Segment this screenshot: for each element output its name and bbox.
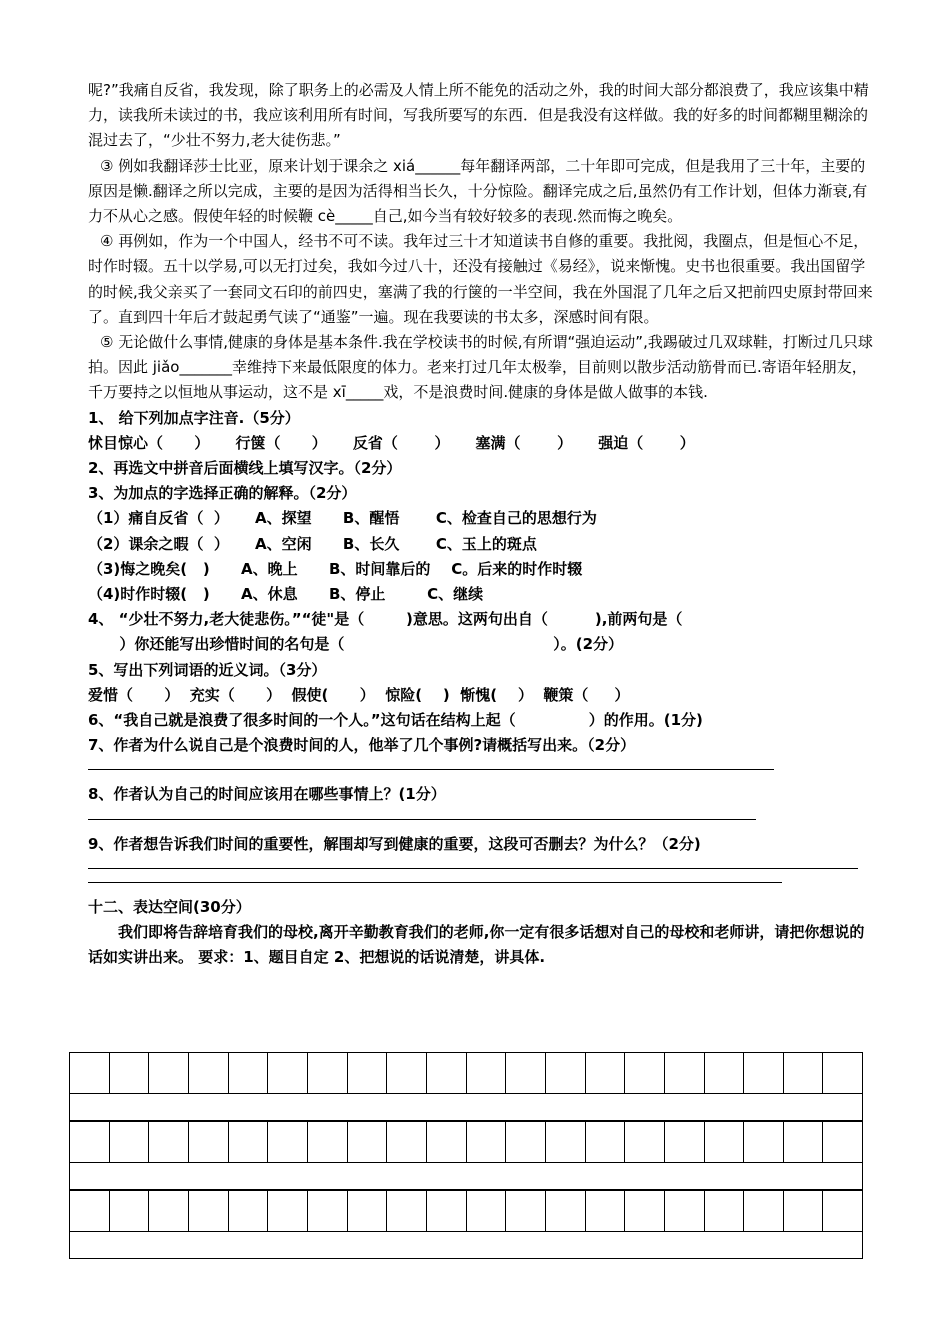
- answer-line-9a[interactable]: [88, 867, 858, 869]
- question-7: 7、作者为什么说自己是个浪费时间的人，他举了几个事例?请概括写出来。（2分）: [88, 736, 636, 755]
- answer-line-8[interactable]: [88, 818, 756, 820]
- answer-line-7[interactable]: [88, 768, 774, 770]
- question-3: 3、为加点的字选择正确的解释。（2分）: [88, 484, 357, 503]
- section-12-prompt: 我们即将告辞培育我们的母校,离开辛勤教育我们的老师,你一定有很多话想对自己的母校和老师讲，请把你想说的话如实讲出来。 要求：1、题目自定 2、把想说的话说清楚，讲具体.: [88, 923, 865, 967]
- passage-paragraph-5: ⑤ 无论做什么事情,健康的身体是基本条件.我在学校读书的时候,有所谓“强迫运动”,我踢破过几双球鞋，打断过几只球拍。因此 jiǎo_______幸维持下来最低限度的体力。老来打过几年太极拳，目前则以散步活动筋骨而已.寄语年轻朋友，千万要持之以恒地从事运动，这不是 xī_____戏，不是浪费时间.健康的身体是做人做事的本钱.: [88, 333, 873, 402]
- grid-row-3[interactable]: [69, 1190, 863, 1231]
- question-3-option-4: （4)时作时辍( ) A、休息 B、停止 C、继续: [88, 585, 484, 604]
- question-4-line-1: 4、 “少壮不努力,老大徒悲伤。”“徒"是（ )意思。这两句出自（ ),前两句是（: [88, 610, 683, 629]
- exam-page: [88, 78, 878, 971]
- answer-line-9b[interactable]: [88, 881, 782, 883]
- question-2: 2、再选文中拼音后面横线上填写汉字。（2分）: [88, 459, 402, 478]
- passage-paragraph-continued: 呢?”我痛自反省，我发现，除了职务上的必需及人情上所不能免的活动之外，我的时间大部分都浪费了，我应该集中精力，读我所未读过的书，我应该利用所有时间，写我所要写的东西．但是我没有这样做。我的好多的时间都糊里糊涂的混过去了，“少壮不努力,老大徒伤悲。”: [88, 81, 869, 150]
- question-3-option-2: （2）课余之暇（ ） A、空闲 B、长久 C、玉上的斑点: [88, 534, 537, 553]
- question-6: 6、“我自己就是浪费了很多时间的一个人。”这句话在结构上起（ ）的作用。(1分): [88, 711, 703, 730]
- section-12-title: 十二、表达空间(30分）: [88, 897, 251, 916]
- grid-row-1[interactable]: [69, 1052, 863, 1093]
- question-1-items: 怵目惊心（ ） 行箧（ ） 反省（ ） 塞满（ ） 强迫（ ）: [88, 433, 695, 452]
- question-3-option-1: （1）痛自反省（ ） A、探望 B、醒悟 C、检查自己的思想行为: [88, 509, 597, 528]
- grid-row-2[interactable]: [69, 1121, 863, 1162]
- grid-spacer-2: [69, 1162, 863, 1190]
- passage-paragraph-3: ③ 例如我翻译莎士比亚，原来计划于课余之 xiá______每年翻译两部，二十年即可完成，但是我用了三十年，主要的原因是懒.翻译之所以完成，主要的是因为活得相当长久，十分惊险。翻译完成之后,虽然仍有工作计划，但体力渐衰,有力不从心之感。假使年轻的时候鞭 cè_____自己,如今当有较好较多的表现.然而悔之晚矣。: [88, 156, 868, 226]
- question-8: 8、作者认为自己的时间应该用在哪些事情上？(1分）: [88, 785, 446, 804]
- question-9: 9、作者想告诉我们时间的重要性，解围却写到健康的重要，这段可否删去？为什么？（2分): [88, 834, 701, 853]
- grid-spacer-1: [69, 1093, 863, 1121]
- passage-paragraph-4: ④ 再例如，作为一个中国人，经书不可不读。我年过三十才知道读书自修的重要。我批阅，我圈点，但是恒心不足，时作时辍。五十以学易,可以无打过矣，我如今过八十，还没有接触过《易经》，说来惭愧。史书也很重要。我出国留学的时候,我父亲买了一套同文石印的前四史，塞满了我的行箧的一半空间，我在外国混了几年之后又把前四史原封带回来了。直到四十年后才鼓起勇气读了“通鉴”一遍。现在我要读的书太多，深感时间有限。: [88, 232, 873, 326]
- question-4-line-2: ）你还能写出珍惜时间的名句是（ ）。(2分）: [88, 635, 624, 654]
- question-1: 1、 给下列加点字注音.（5分）: [88, 408, 300, 427]
- question-5-items: 爱惜（ ） 充实（ ） 假使( ） 惊险( ) 惭愧( ） 鞭策（ ）: [88, 685, 630, 704]
- composition-grid[interactable]: [69, 1052, 863, 1259]
- grid-spacer-3: [69, 1231, 863, 1259]
- question-3-option-3: （3)悔之晚矣( ) A、晚上 B、时间靠后的 C。后来的时作时辍: [88, 559, 583, 578]
- question-5: 5、写出下列词语的近义词。（3分）: [88, 660, 327, 679]
